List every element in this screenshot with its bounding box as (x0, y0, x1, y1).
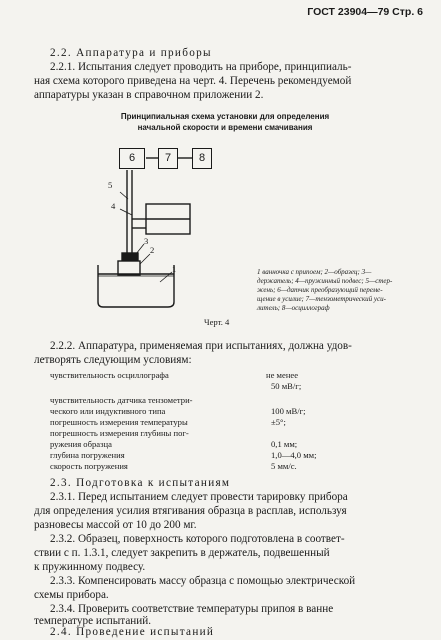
legend-line: держатель; 4—пружинный подвес; 5—стер- (257, 277, 393, 285)
label-holder: 3 (144, 236, 149, 246)
spec-value: 1,0—4,0 мм; (271, 450, 317, 460)
section-title-2-3: 2.3. Подготовка к испытаниям (50, 477, 231, 489)
legend-line: 1 ванночка с припоем; 2—образец; 3— (257, 268, 372, 276)
figure-caption: Принципиальная схема установки для определения (120, 112, 330, 121)
label-rod: 5 (108, 180, 113, 190)
paragraph-line: ствии с п. 1.3.1, следует закрепить в держатель, подвешенный (34, 547, 330, 559)
section-title-2-4: 2.4. Проведение испытаний (50, 626, 215, 638)
paragraph-line: температуре испытаний. (34, 615, 152, 627)
legend-line: литель; 8—осциллограф (257, 304, 330, 312)
legend-line: жень; 6—датчик преобразующий переме- (257, 286, 383, 294)
amplifier-box-7: 7 (158, 148, 178, 169)
figure-caption: начальной скорости и времени смачивания (137, 123, 313, 132)
spec-label: чувствительность осциллографа (50, 370, 169, 380)
spec-label: ческого или индуктивного типа (50, 406, 166, 416)
paragraph-line: к пружинному подвесу. (34, 561, 146, 573)
label-spring: 4 (111, 201, 116, 211)
spec-label: погрешность измерения глубины пог- (50, 428, 189, 438)
spec-value: 50 мВ/г; (271, 381, 302, 391)
label-bath: 1 (172, 264, 177, 274)
section-title-2-2: 2.2. Аппаратура и приборы (50, 47, 212, 59)
paragraph-line: 2.3.2. Образец, поверхность которого подготовлена в соответ- (50, 533, 345, 545)
page-header: ГОСТ 23904—79 Стр. 6 (307, 6, 423, 18)
spec-value: 5 мм/с. (271, 461, 297, 471)
paragraph-line: для определения усилия втягивания образца в расплав, используя (34, 505, 347, 517)
paragraph-line: 2.3.1. Перед испытанием следует провести тарировку прибора (50, 491, 348, 503)
paragraph-line: 2.2.1. Испытания следует проводить на приборе, принципиаль- (50, 61, 352, 73)
paragraph-line: 2.3.3. Компенсировать массу образца с помощью электрической (50, 575, 356, 587)
spec-label: ружения образца (50, 439, 112, 449)
paragraph-line: разновесы массой от 10 до 200 мг. (34, 519, 197, 531)
spec-value: 0,1 мм; (271, 439, 298, 449)
figure-title: Черт. 4 (204, 317, 230, 327)
spec-label: чувствительность датчика тензометри- (50, 395, 193, 405)
spec-label: погрешность измерения температуры (50, 417, 188, 427)
sensor-box-6: 6 (119, 148, 145, 169)
spec-label: скорость погружения (50, 461, 128, 471)
oscillograph-box-8: 8 (192, 148, 212, 169)
spec-label: глубина погружения (50, 450, 125, 460)
spec-value: не менее (266, 370, 299, 380)
label-sample: 2 (150, 245, 155, 255)
paragraph-line: летворять следующим условиям: (34, 354, 192, 366)
paragraph-line: ная схема которого приведена на черт. 4. Перечень рекомендуемой (34, 75, 352, 87)
spec-value: 100 мВ/г; (271, 406, 306, 416)
paragraph-line: схемы прибора. (34, 589, 109, 601)
legend-line: щение в усилие; 7—тензометрический уси- (257, 295, 386, 303)
spec-value: ±5°; (271, 417, 286, 427)
paragraph-line: аппаратуры указан в справочном приложении 2. (34, 89, 264, 101)
paragraph-line: 2.3.4. Проверить соответствие температуры припоя в ванне (50, 603, 334, 615)
paragraph-line: 2.2.2. Аппаратура, применяемая при испытаниях, должна удов- (50, 340, 352, 352)
